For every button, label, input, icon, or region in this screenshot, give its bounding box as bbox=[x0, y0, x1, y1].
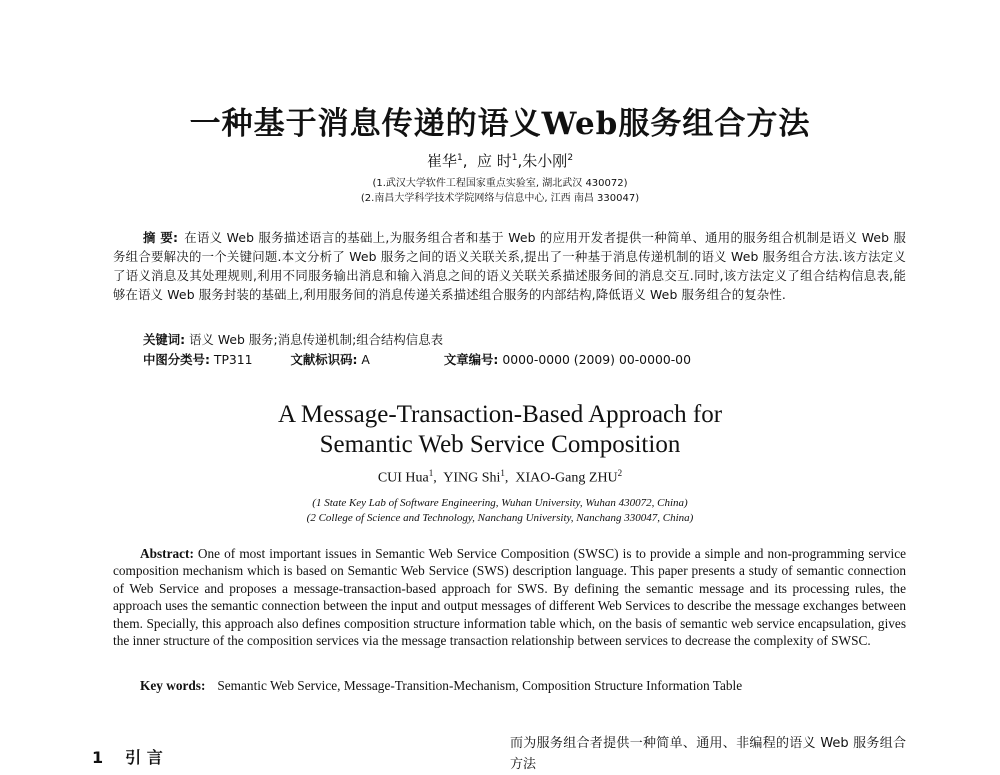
cn-affiliation: (1.武汉大学软件工程国家重点实验室, 湖北武汉 430072) bbox=[372, 178, 628, 189]
article-no-label: 文章编号: bbox=[443, 352, 499, 367]
doc-code-label: 文献标识码: bbox=[290, 352, 358, 367]
author-name: XIAO-Gang ZHU bbox=[515, 470, 618, 486]
cn-title: 一种基于消息传递的语义Web服务组合方法 bbox=[189, 106, 811, 142]
en-keywords bbox=[140, 678, 742, 694]
section-number: 1 bbox=[92, 748, 104, 767]
class-value: TP311 bbox=[213, 352, 253, 367]
cn-abstract bbox=[113, 228, 906, 304]
en-title-line2: Semantic Web Service Composition bbox=[319, 431, 681, 458]
en-abstract-label: Abstract: bbox=[140, 546, 194, 561]
en-abstract-text: One of most important issues in Semantic Web Service Composition (SWSC) is to provide a simple and non-programming service composition mechanism which is based on Semantic Web Service (SWS) description language. This paper presents a study of semantic connection of Web Service and proposes a message-transaction-based approach for SWS. By defining the semantic message and its processing rules, the approach uses the semantic connection between the input and output messages of different Web Services to describe the message exchanges between them. Specially, this approach also defines composition structure information table which, on the basis of semantic web service encapsulation, gives the inner structure of the composition services via the message transaction relationship between services to decrease the complexity of SWSC. bbox=[113, 546, 906, 649]
cn-authors: 崔华$^1$, 应 时$^1$,朱小刚$^2$ bbox=[426, 152, 574, 170]
section-title: 引 言 bbox=[125, 748, 163, 767]
author-name: YING Shi bbox=[443, 470, 501, 486]
en-keywords-text: Semantic Web Service, Message-Transition-Mechanism, Composition Structure Information Table bbox=[217, 678, 743, 693]
en-authors: CUI Hua$^1$, YING Shi$^1$, XIAO-Gang ZHU$^2$ bbox=[377, 468, 623, 486]
author-sup: 1 bbox=[500, 468, 505, 478]
cn-classification-line bbox=[143, 350, 691, 368]
author-sup: 2 bbox=[567, 153, 574, 163]
cn-keywords-label: 关键词: bbox=[143, 332, 186, 347]
author-sup: 1 bbox=[511, 153, 518, 163]
cn-abstract-text: 在语义 Web 服务描述语言的基础上,为服务组合者和基于 Web 的应用开发者提供一种简单、通用的服务组合机制是语义 Web 服务组合要解决的一个关键问题.本文分析了 Web 服务之间的语义关联关系,提出了一种基于消息传递机制的语义 Web 服务组合方法.该方法定义了语义消息及其处理规则,利用不同服务输出消息和输入消息之间的语义关联关系描述服务间的消息交互.同时,该方法定义了组合结构信息表,能够在语义 Web 服务封装的基础上,利用服务间的消息传递关系描述组合服务的内部结构,降低语义 Web 服务组合的复杂性. bbox=[113, 230, 906, 302]
author-name: 朱小刚 bbox=[522, 152, 568, 170]
author-sup: 1 bbox=[456, 153, 463, 163]
article-no-value: 0000-0000 (2009) 00-0000-00 bbox=[502, 352, 691, 367]
en-affiliation: (1 State Key Lab of Software Engineering, Wuhan University, Wuhan 430072, China) bbox=[312, 497, 688, 509]
body-text: 而为服务组合者提供一种简单、通用、非编程的语义 Web 服务组合方法 bbox=[510, 736, 906, 772]
section-heading bbox=[92, 745, 163, 768]
author-sup: 1 bbox=[428, 468, 434, 478]
cn-keywords-text: 语义 Web 服务;消息传递机制;组合结构信息表 bbox=[189, 332, 443, 347]
en-title-line1: A Message-Transaction-Based Approach for bbox=[277, 401, 723, 428]
en-keywords-label: Key words: bbox=[140, 678, 206, 693]
class-label: 中图分类号: bbox=[143, 352, 210, 367]
author-sup: 2 bbox=[617, 468, 623, 478]
en-affiliation: (2 College of Science and Technology, Nanchang University, Nanchang 330047, China) bbox=[306, 512, 694, 524]
cn-affiliation: (2.南昌大学科学技术学院网络与信息中心, 江西 南昌 330047) bbox=[360, 193, 640, 204]
author-name: 崔华 bbox=[426, 152, 457, 170]
doc-code-value: A bbox=[361, 352, 370, 367]
cn-keywords bbox=[143, 330, 443, 348]
author-name: 应 时 bbox=[477, 152, 512, 170]
cn-abstract-label: 摘 要: bbox=[143, 230, 179, 245]
en-abstract bbox=[113, 545, 906, 649]
author-name: CUI Hua bbox=[377, 470, 429, 486]
